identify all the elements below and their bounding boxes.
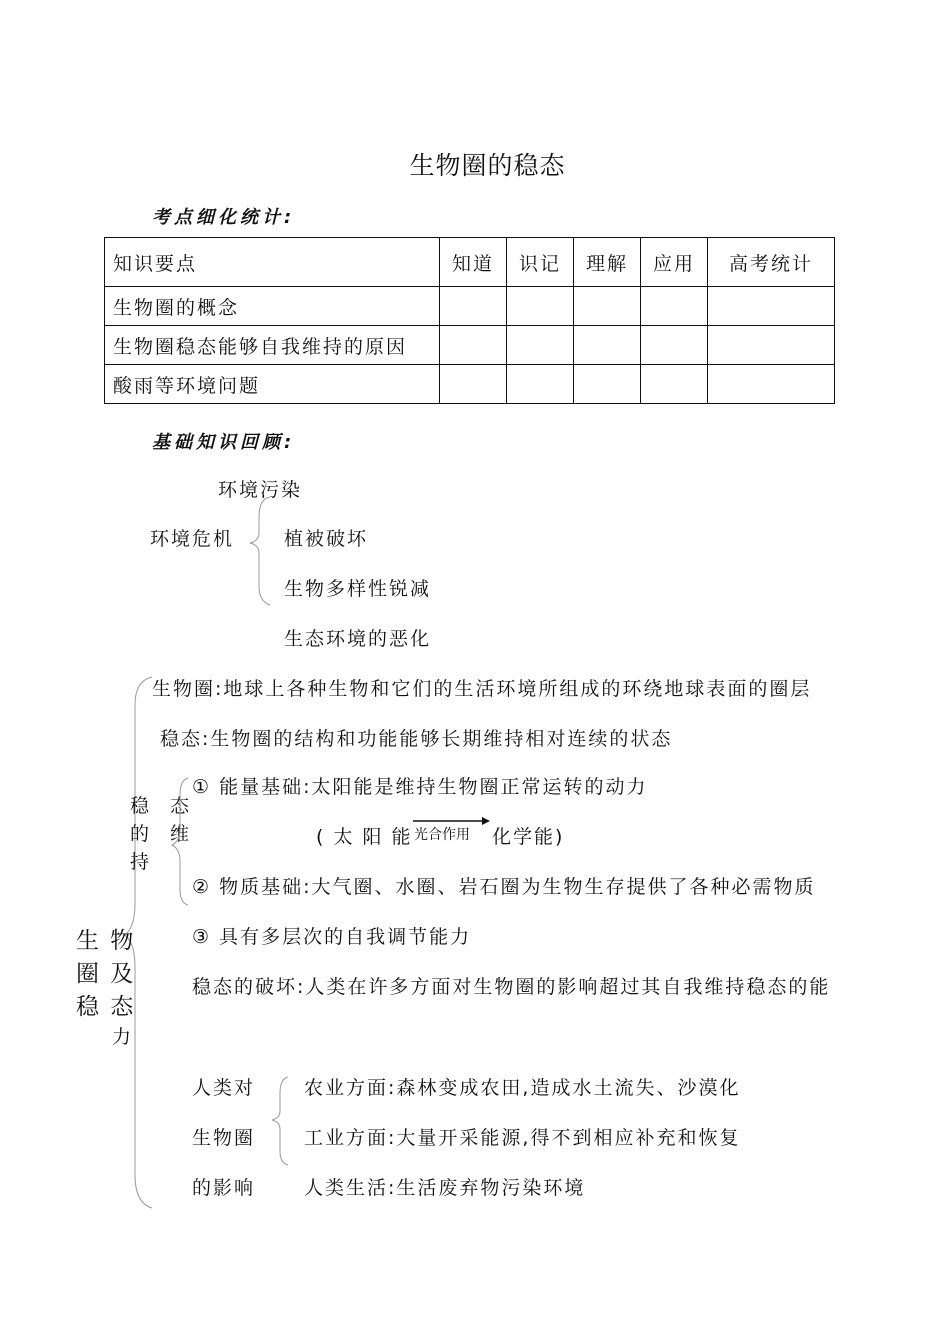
table-header-cell: 理解 xyxy=(574,238,641,287)
env-crisis-item: 环境污染 xyxy=(218,479,303,501)
table-header-cell: 知识要点 xyxy=(105,238,440,287)
table-header-cell: 高考统计 xyxy=(708,238,835,287)
table-cell xyxy=(574,326,641,365)
maintain-char: 态 xyxy=(170,795,192,817)
table-cell xyxy=(507,365,574,404)
maintain-char: 稳 xyxy=(130,795,152,817)
table-header-cell: 知道 xyxy=(440,238,507,287)
main-label-line: 圈 及 xyxy=(76,961,136,987)
table-cell xyxy=(440,326,507,365)
human-impact-item: 人类生活:生活废弃物污染环境 xyxy=(304,1177,586,1199)
energy-basis: ① 能量基础:太阳能是维持生物圈正常运转的动力 xyxy=(192,776,648,798)
human-impact-item: 工业方面:大量开采能源,得不到相应补充和恢复 xyxy=(304,1127,741,1149)
section-heading-stats: 考点细化统计: xyxy=(152,207,296,228)
env-crisis-item: 植被破坏 xyxy=(284,528,369,550)
energy-detail-left: ( 太 阳 能 xyxy=(316,826,413,848)
table-cell xyxy=(440,287,507,326)
table-row xyxy=(105,326,835,365)
table-cell xyxy=(641,287,708,326)
env-crisis-item: 生态环境的恶化 xyxy=(284,628,432,650)
env-crisis-label: 环境危机 xyxy=(150,528,235,550)
table-cell xyxy=(440,365,507,404)
table-header-cell: 应用 xyxy=(641,238,708,287)
table-header-row xyxy=(105,238,835,287)
biosphere-main-label xyxy=(76,925,135,1024)
table-cell xyxy=(574,287,641,326)
section-heading-review: 基础知识回顾: xyxy=(152,432,296,453)
main-label-line: 稳 态 xyxy=(76,994,136,1020)
material-basis: ② 物质基础:大气圈、水圈、岩石圈为生物生存提供了各种必需物质 xyxy=(192,876,816,898)
table-cell xyxy=(507,326,574,365)
human-impact-item: 农业方面:森林变成农田,造成水土流失、沙漠化 xyxy=(304,1077,741,1099)
maintain-char: 持 xyxy=(130,851,152,873)
maintain-char: 的 xyxy=(130,823,152,845)
table-cell xyxy=(708,365,835,404)
table-cell-topic: 生物圈稳态能够自我维持的原因 xyxy=(105,326,440,365)
biosphere-definition: 生物圈:地球上各种生物和它们的生活环境所组成的环绕地球表面的圈层 xyxy=(152,678,812,700)
env-crisis-item: 生物多样性锐减 xyxy=(284,578,432,600)
human-impact-brace xyxy=(268,1075,296,1167)
table-cell xyxy=(507,287,574,326)
table-row xyxy=(105,287,835,326)
table-cell xyxy=(708,326,835,365)
table-cell xyxy=(708,287,835,326)
homeostasis-destruction: 稳态的破坏:人类在许多方面对生物圈的影响超过其自我维持稳态的能 xyxy=(192,976,831,998)
homeostasis-definition: 稳态:生物圈的结构和功能能够长期维持相对连续的状态 xyxy=(160,728,673,750)
arrow-icon xyxy=(412,816,492,826)
energy-detail-right: 化学能) xyxy=(492,826,565,848)
env-crisis-brace xyxy=(240,495,280,607)
table-cell-topic: 酸雨等环境问题 xyxy=(105,365,440,404)
human-impact-label-line: 人类对 xyxy=(192,1077,256,1099)
table-cell xyxy=(574,365,641,404)
table-cell xyxy=(641,365,708,404)
table-row xyxy=(105,365,835,404)
table-cell-topic: 生物圈的概念 xyxy=(105,287,440,326)
main-label-line: 生 物 xyxy=(76,928,136,954)
maintain-char: 维 xyxy=(170,823,192,845)
arrow-label: 光合作用 xyxy=(414,827,470,843)
knowledge-table xyxy=(104,237,835,404)
page-title: 生物圈的稳态 xyxy=(409,151,566,180)
homeostasis-destruction-tail: 力 xyxy=(112,1026,134,1048)
self-regulation: ③ 具有多层次的自我调节能力 xyxy=(192,926,472,948)
table-header-cell: 识记 xyxy=(507,238,574,287)
human-impact-label-line: 的影响 xyxy=(192,1177,256,1199)
human-impact-label-line: 生物圈 xyxy=(192,1127,256,1149)
maintain-label-col1 xyxy=(130,792,151,876)
table-cell xyxy=(641,326,708,365)
